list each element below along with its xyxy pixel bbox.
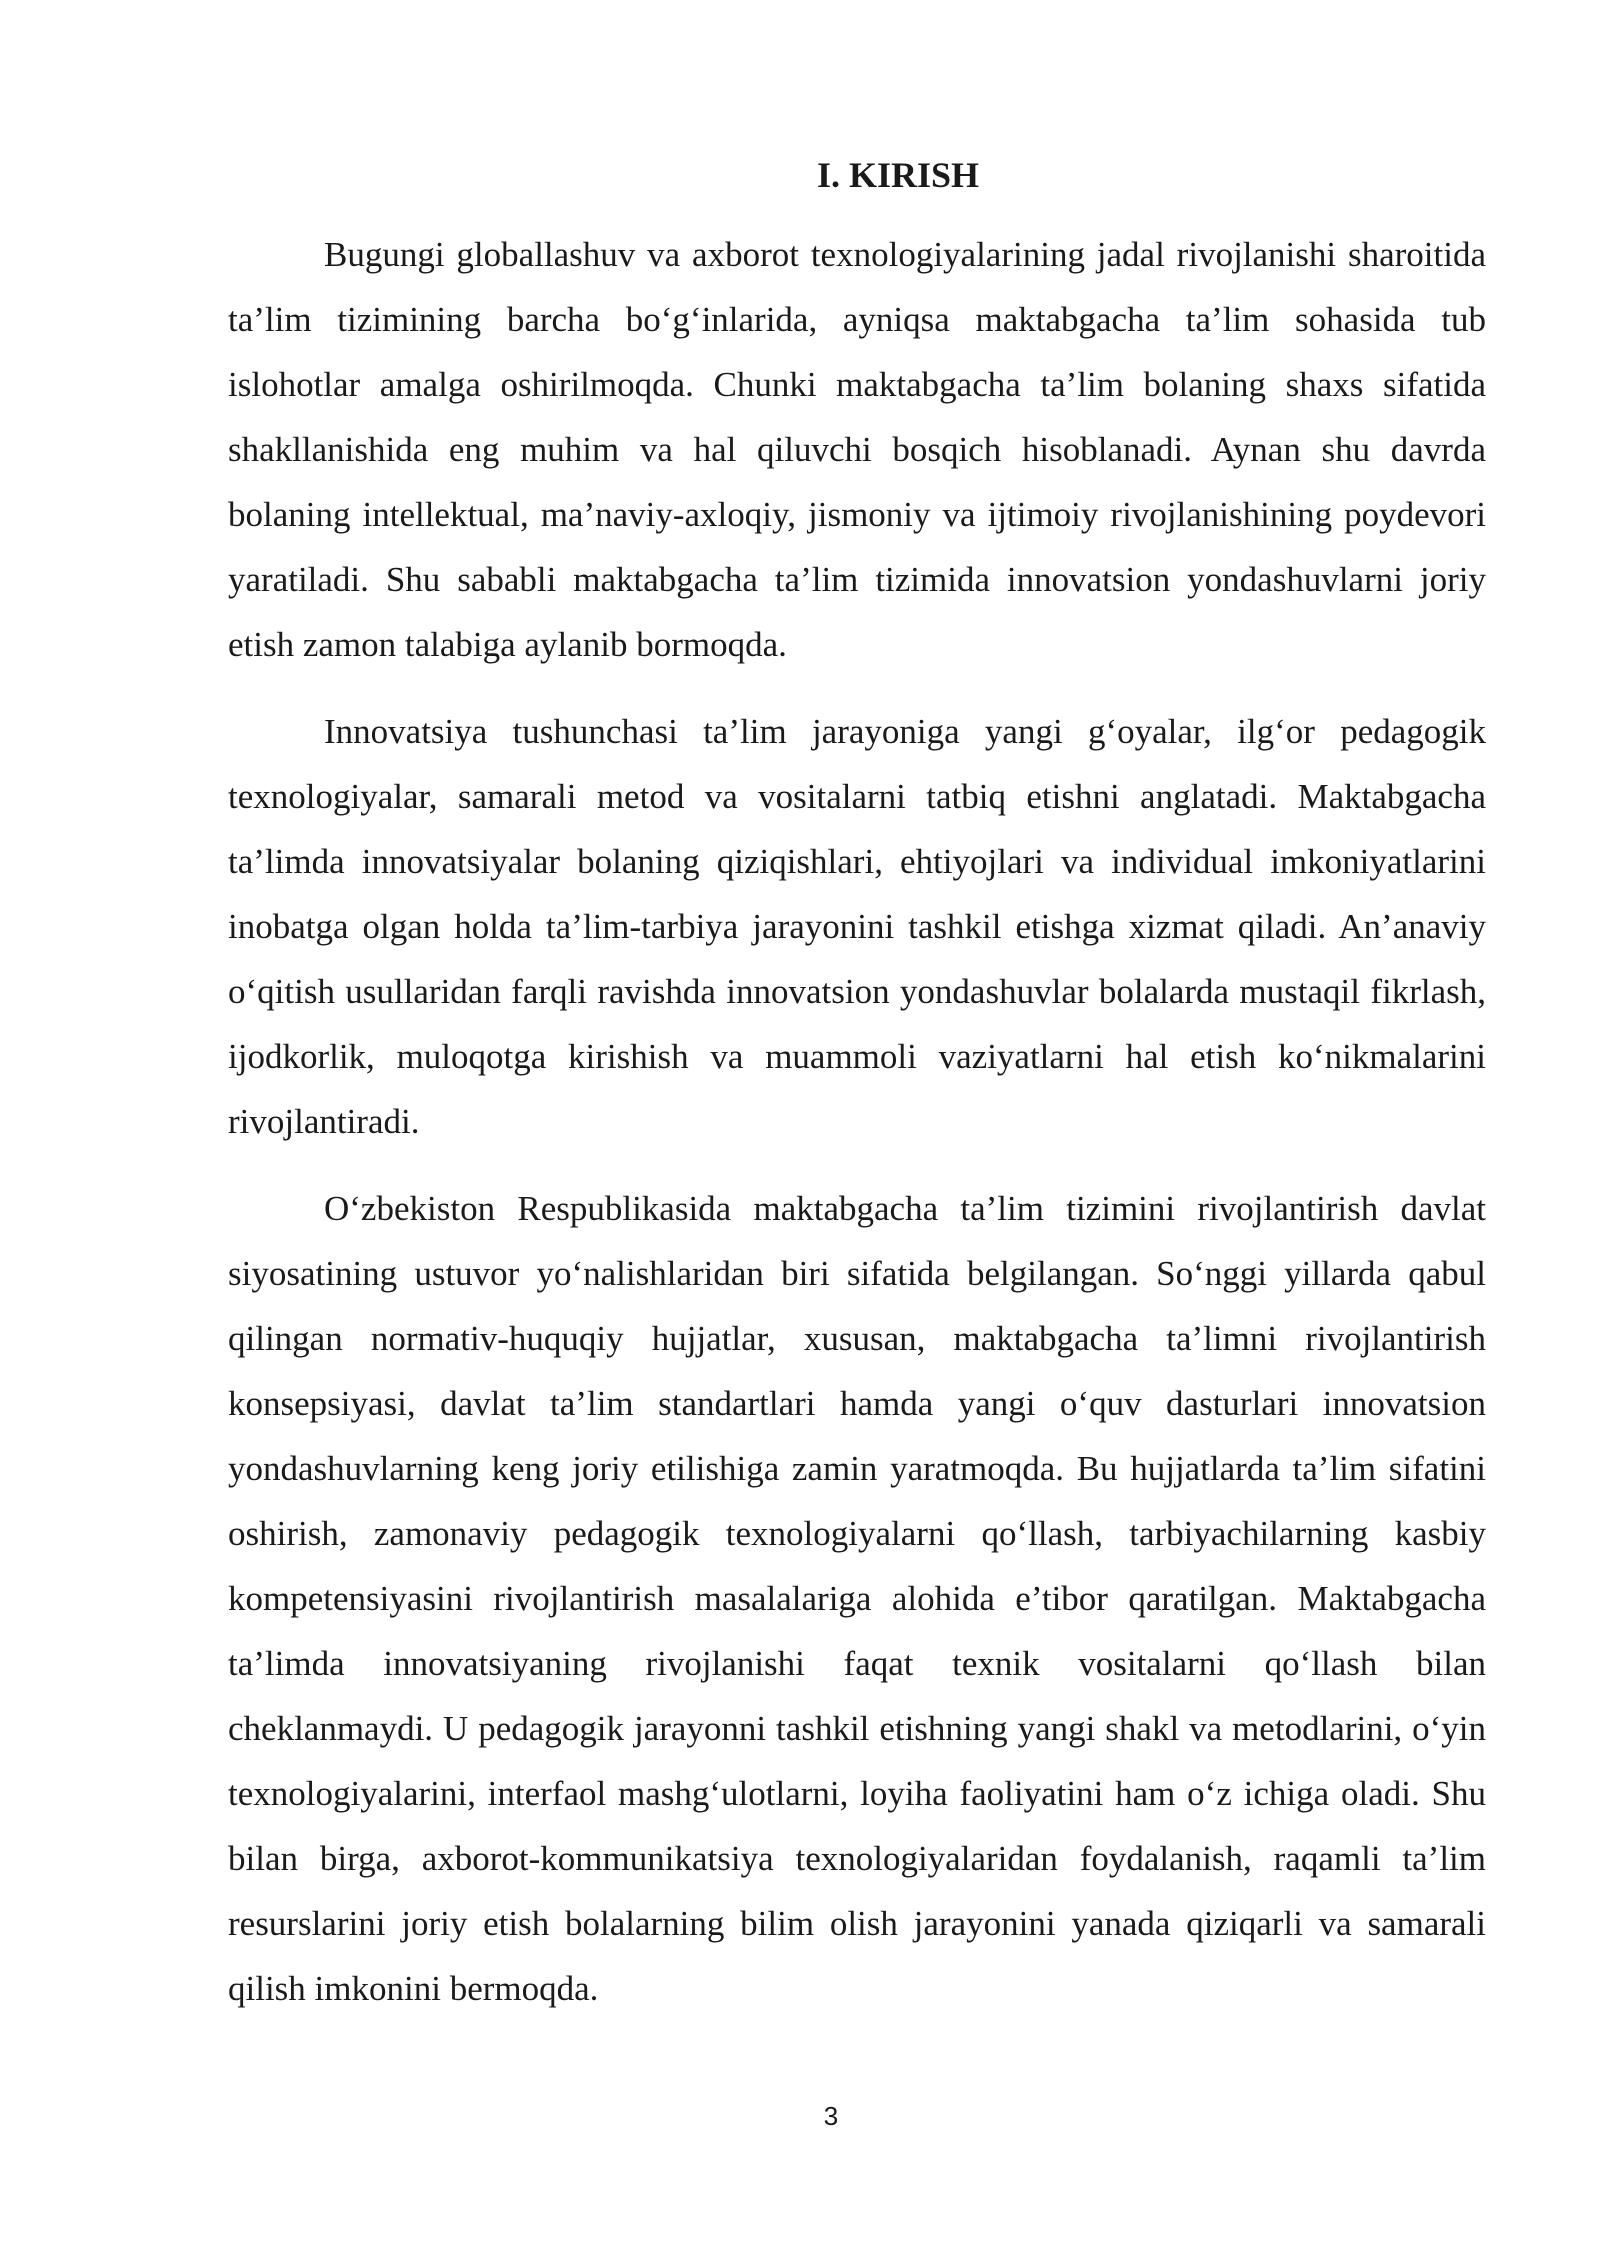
paragraph-2: Innovatsiya tushunchasi ta’lim jarayoniga yangi g‘oyalar, ilg‘or pedagogik texnologiyalar, samarali metod va vositalarni tatbiq etishni anglatadi. Maktabgacha ta’limda innovatsiyalar bolaning qiziqishlari, ehtiyojlari va individual imkoniyatlarini inobatga olgan holda ta’lim-tarbiya jarayonini tashkil etishga xizmat qiladi. An’anaviy o‘qitish usullaridan farqli ravishda innovatsion yondashuvlar bolalarda mustaqil fikrlash, ijodkorlik, muloqotga kirishish va muammoli vaziyatlarni hal etish ko‘nikmalarini rivojlantiradi. bbox=[228, 712, 1486, 1141]
paragraph-3: O‘zbekiston Respublikasida maktabgacha ta’lim tizimini rivojlantirish davlat siyosatining ustuvor yo‘nalishlaridan biri sifatida belgilangan. So‘nggi yillarda qabul qilingan normativ-huquqiy hujjatlar, xususan, maktabgacha ta’limni rivojlantirish konsepsiyasi, davlat ta’lim standartlari hamda yangi o‘quv dasturlari innovatsion yondashuvlarning keng joriy etilishiga zamin yaratmoqda. Bu hujjatlarda ta’lim sifatini oshirish, zamonaviy pedagogik texnologiyalarni qo‘llash, tarbiyachilarning kasbiy kompetensiyasini rivojlantirish masalalariga alohida e’tibor qaratilgan. Maktabgacha ta’limda innovatsiyaning rivojlanishi faqat texnik vositalarni qo‘llash bilan cheklanmaydi. U pedagogik jarayonni tashkil etishning yangi shakl va metodlarini, o‘yin texnologiyalarini, interfaol mashg‘ulotlarni, loyiha faoliyatini ham o‘z ichiga oladi. Shu bilan birga, axborot-kommunikatsiya texnologiyalaridan foydalanish, raqamli ta’lim resurslarini joriy etish bolalarning bilim olish jarayonini yanada qiziqarli va samarali qilish imkonini bermoqda. bbox=[228, 1189, 1486, 2008]
page-number: 3 bbox=[823, 2101, 839, 2131]
section-heading: I. KIRISH bbox=[816, 155, 980, 195]
paragraph-1: Bugungi globallashuv va axborot texnologiyalarining jadal rivojlanishi sharoitida ta’lim tizimining barcha bo‘g‘inlarida, ayniqsa maktabgacha ta’lim sohasida tub islohotlar amalga oshirilmoqda. Chunki maktabgacha ta’lim bolaning shaxs sifatida shakllanishida eng muhim va hal qiluvchi bosqich hisoblanadi. Aynan shu davrda bolaning intellektual, ma’naviy-axloqiy, jismoniy va ijtimoiy rivojlanishining poydevori yaratiladi. Shu sababli maktabgacha ta’lim tizimida innovatsion yondashuvlarni joriy etish zamon talabiga aylanib bormoqda. bbox=[228, 235, 1486, 664]
page-body bbox=[228, 148, 1486, 2043]
